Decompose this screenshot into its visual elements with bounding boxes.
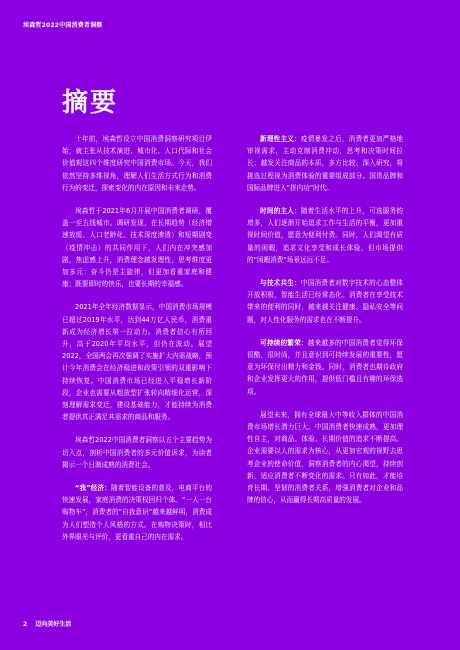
report-header: 埃森哲2022中国消费者洞察 — [23, 22, 103, 29]
trend-text: 随着智能设备的普及，电商平台的快速发展，家庭消费的决策权回归个体。“一人一台购物车”，消费者的“自我意识”越来越鲜明，消费成为人们塑造个人风格的方式。在购物决策时，相比外界眼光与评价，更看重自己的内在需求。 — [62, 484, 213, 541]
trend-label: “我”经济： — [75, 484, 111, 493]
trend-label: 与技术共生： — [260, 279, 301, 288]
intro-paragraph-3: 2021年全年经济数据显示，中国消费市场规模已超过2019年水平，达到44万亿人民币，消费重新成为经济增长第一拉动力。消费者信心有所回升，高于2020年平均水平，但仍在波动。展望2022，全国两会再次强调了实施扩大内需战略，预计今年消费会在经济稳进和政策引领的双重影响下持续恢复。中国消费市场已经进入平稳增长新阶段，企业也需要从粗放型扩张转向精细化运营，深刻理解需求变迁，建设基础能力，才能持续为消费者提供真正满足其需求的商品和服务。 — [62, 303, 212, 422]
footer-title: 迈向美好生活 — [35, 621, 72, 628]
trend-text: 中国消费者对数字技术的心态整体开放积极，智能生活已经常态化。消费者在享受技术带来的便利的同时，越来越关注健康、隐私安全等问题，对人性化服务的需求也在不断提升。 — [247, 279, 403, 324]
intro-paragraph-4: 埃森哲2022中国消费者洞察以五个主要趋势为切入点，剖析中国消费者的多元价值诉求，为读者揭示一个日渐成熟的消费社会。 — [62, 436, 212, 469]
outlook-paragraph: 展望未来，拥有全球最大中等收入群体的中国消费市场增长潜力巨大。中国消费者快速成熟，更加理性自主，对商品、体验、长期价值的追求不断提高。企业需要以人的需求为核心，从更加宏观的视野去思考企业的使命价值，洞察消费者的内心渴望，持续创新，适应消费者不断变化的需求。只有如此，才能培育长期、坚韧的消费者关系，增强消费者对企业和品牌的信心，从而赢得长期高质量的发展。 — [247, 410, 403, 505]
trend-text: 越来越多的中国消费者觉得环保很酷，很时尚，并且意识到可持续发展的重要性，愿意为环保付出精力和金钱。同时，消费者也期待政府和企业发挥更大的作用，提供低门槛且有趣的环保选项。 — [247, 338, 404, 396]
trend-paragraph-new-rationalism — [247, 133, 403, 194]
intro-paragraph-2: 埃森哲于2021年6月开展中国消费者调研，覆盖一至五线城市。调研发现，在长期趋势（经济增速放缓、人口老龄化、技术深度渗透）和短期剧变（疫情冲击）的共同作用下，人们内在冲突感加剧，焦虑感上升，消费理念越发理性，思考维度更加多元：奋斗仍是主旋律，但更加看重家庭和健康；既要即时的快乐，也要长期的幸福感。 — [62, 207, 212, 289]
trend-paragraph-sustainable-prosperity — [247, 337, 403, 398]
trend-label: 时间的主人： — [260, 207, 301, 216]
trend-text: 随着生活水平的上升，可选服务的增多，人们逐渐开始追求工作与生活的平衡，更加重视时间价值，愿意为便利付费。同时，人们渴望有质量的闲暇，追求文化享受和成长体验，但市场提供的“闲暇消费”场景远远不足。 — [247, 207, 403, 264]
right-column — [247, 133, 403, 517]
trend-paragraph-me-economy — [62, 482, 212, 543]
intro-paragraph-1: 十年前，埃森哲设立中国消费洞察研究项目伊始，就主张从技术演进、城市化、人口代际和社会价值观这四个维度研究中国消费市场。今天，我们依然坚持多维视角，理解人们生活方式行为和消费行为的变迁，探索变化的内在原因和未来走势。 — [62, 135, 212, 192]
page-footer — [23, 619, 71, 628]
page-number: 2 — [23, 621, 28, 628]
trend-paragraph-tech-symbiosis — [247, 277, 403, 326]
trend-paragraph-time-master — [247, 205, 403, 266]
trend-text: 疫情暴发之后，消费者更加严格地审视需求，主动克制消费冲动，思考和决策时间拉长；越发关注商品的本质，多方比较、深入研究，将挑选过程视为消费体验的重要组成部分。国货品牌和国际品牌进入“拼内功”时代。 — [247, 135, 403, 192]
page-title: 摘要 — [62, 88, 119, 118]
left-column — [62, 133, 212, 554]
trend-label: 新理性主义： — [260, 135, 301, 143]
trend-label: 可持续的繁荣： — [260, 338, 308, 347]
